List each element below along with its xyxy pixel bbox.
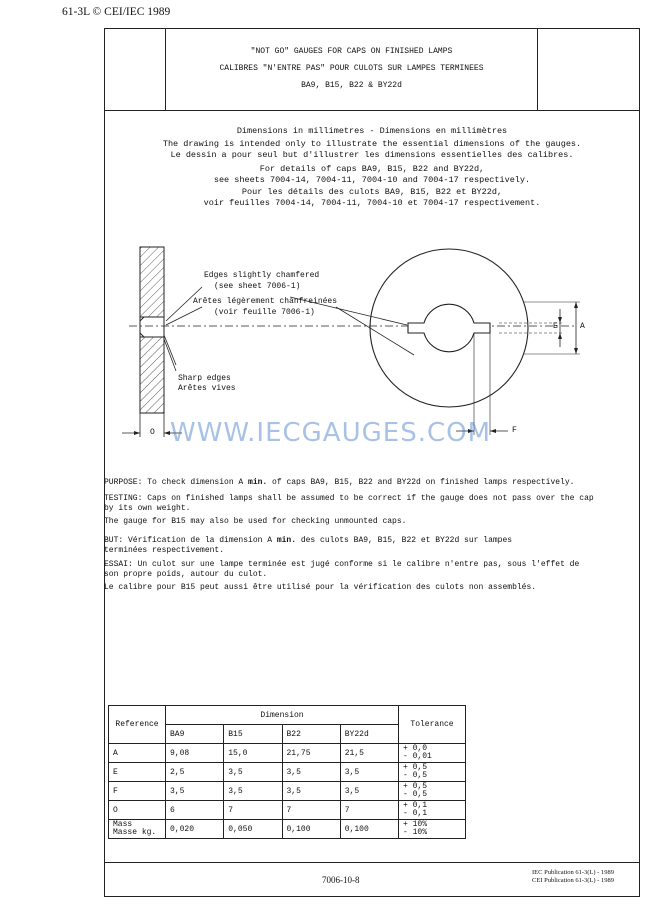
gauge-front-view: [370, 249, 528, 407]
edges-chamfered-label: Edges slightly chamfered: [204, 271, 320, 280]
table-cell: 3,5: [166, 782, 224, 801]
table-cell: 3,5: [224, 763, 282, 782]
table-row-a: [109, 744, 466, 763]
tolerance-cell: [399, 782, 466, 801]
footer-divider: [104, 862, 640, 863]
b15-note-fr: Le calibre pour B15 peut aussi être utilisé pour la vérification des culots non assemblés.: [104, 583, 537, 592]
table-cell: 7: [340, 801, 398, 820]
header-dimension: Dimension: [166, 706, 399, 725]
title-line-3: BA9, B15, B22 & BY22d: [301, 81, 402, 90]
table-cell: 7: [282, 801, 340, 820]
table-cell: 0,050: [224, 820, 282, 839]
table-cell: 3,5: [224, 782, 282, 801]
table-cell: 21,75: [282, 744, 340, 763]
row-ref: F: [109, 782, 166, 801]
caps-details-fr-2: voir feuilles 7004-14, 7004-11, 7004-10 et 7004-17 respectivement.: [203, 198, 541, 208]
dimensions-note: Dimensions in millimetres - Dimensions en millimètres: [236, 126, 508, 136]
tolerance-plus: + 0,5: [403, 782, 428, 791]
tolerance-minus: - 0,5: [403, 771, 428, 780]
caps-details-en-2: see sheets 7004-14, 7004-11, 7004-10 and 7004-17 respectively.: [213, 175, 531, 185]
table-cell: 3,5: [340, 763, 398, 782]
table-cell: 3,5: [340, 782, 398, 801]
b15-note: The gauge for B15 may also be used for checking unmounted caps.: [104, 517, 407, 526]
gauge-side-view: [140, 247, 164, 413]
testing-text: TESTING: Caps on finished lamps shall be assumed to be correct if the gauge does not pass over the cap by its own weight.: [104, 494, 594, 513]
tolerance-cell: [399, 801, 466, 820]
title-line-1: "NOT GO" GAUGES FOR CAPS ON FINISHED LAMPS: [250, 47, 453, 56]
table-row-o: [109, 801, 466, 820]
lower-section-hatched: [140, 337, 164, 413]
tolerance-minus: - 0,5: [403, 790, 428, 799]
table-cell: 0,100: [282, 820, 340, 839]
but-text: BUT: Vérification de la dimension A min. des culots BA9, B15, B22 et BY22d sur lampes terminées respectivement.: [104, 536, 513, 555]
tolerance-cell: [399, 763, 466, 782]
tolerance-minus: - 0,1: [403, 809, 428, 818]
watermark: WWW.IECGAUGES.COM: [170, 418, 492, 448]
table-row-e: [109, 763, 466, 782]
caps-details-en-1: For details of caps BA9, B15, B22 and BY22d,: [259, 164, 485, 174]
header-reference: Reference: [109, 706, 166, 744]
purpose-text: PURPOSE: To check dimension A min. of caps BA9, B15, B22 and BY22d on finished lamps respectively.: [104, 478, 575, 487]
tolerance-plus: + 0,5: [403, 763, 428, 772]
mass-label-fr: Masse: [113, 828, 138, 837]
header-tolerance: Tolerance: [399, 706, 466, 744]
dim-label-o: O: [150, 428, 155, 437]
edges-chamfered-ref: (see sheet 7006-1): [214, 282, 301, 291]
table-cell: 3,5: [282, 763, 340, 782]
tolerance-cell: [399, 744, 466, 763]
row-ref: O: [109, 801, 166, 820]
dim-label-e: E: [553, 322, 558, 331]
gauge-drawing: [104, 225, 640, 450]
sharp-edges-label-fr: Arêtes vives: [178, 384, 236, 393]
title-right-divider: [537, 28, 538, 110]
publication-en: IEC Publication 61-3(L) - 1989: [532, 869, 614, 876]
tolerance-cell: [399, 820, 466, 839]
dim-label-f: F: [512, 426, 517, 435]
header-cap-by22d: BY22d: [340, 725, 398, 744]
edges-chamfered-ref-fr: (voir feuille 7006-1): [214, 308, 315, 317]
table-cell: 15,0: [224, 744, 282, 763]
table-cell: 6: [166, 801, 224, 820]
upper-section-hatched: [140, 247, 164, 317]
header-cap-ba9: BA9: [166, 725, 224, 744]
table-row-mass: [109, 820, 466, 839]
sheet-number: 7006-10-8: [322, 875, 360, 885]
table-cell: 2,5: [166, 763, 224, 782]
sharp-edges-label: Sharp edges: [178, 374, 231, 383]
row-ref: A: [109, 744, 166, 763]
header-cap-b15: B15: [224, 725, 282, 744]
title-line-2: CALIBRES "N'ENTRE PAS" POUR CULOTS SUR LAMPES TERMINEES: [219, 64, 484, 73]
tolerance-plus: + 10%: [403, 820, 428, 829]
edges-chamfered-label-fr: Arêtes légèrement chanfreinées: [193, 297, 338, 306]
table-row-f: [109, 782, 466, 801]
table-cell: 9,08: [166, 744, 224, 763]
dim-label-a: A: [580, 322, 585, 331]
header-cap-b22: B22: [282, 725, 340, 744]
tolerance-minus: - 10%: [403, 828, 428, 837]
title-divider: [104, 110, 640, 111]
table-cell: 7: [224, 801, 282, 820]
table-cell: 0,020: [166, 820, 224, 839]
mass-label: Mass: [113, 820, 133, 829]
table-cell: 0,100: [340, 820, 398, 839]
tolerance-plus: + 0,0: [403, 744, 428, 753]
caps-details-fr-1: Pour les détails des culots BA9, B15, B22 et BY22d,: [241, 187, 503, 197]
table-cell: 21,5: [340, 744, 398, 763]
tolerance-minus: - 0,01: [403, 752, 432, 761]
tolerance-plus: + 0,1: [403, 801, 428, 810]
essai-text: ESSAI: Un culot sur une lampe terminée est jugé conforme si le calibre n'entre pas, sous l'effet de son propre poids, autour du culot.: [104, 560, 580, 579]
mass-unit: kg.: [141, 828, 157, 837]
bore-with-slots: [408, 304, 490, 352]
publication-fr: CEI Publication 61-3(L) - 1989: [532, 877, 614, 884]
row-ref: E: [109, 763, 166, 782]
table-cell: 3,5: [282, 782, 340, 801]
intro-fr: Le dessin a pour seul but d'illustrer les dimensions essentielles des calibres.: [170, 150, 574, 160]
row-ref-mass: [109, 820, 166, 839]
page-header: 61-3L © CEI/IEC 1989: [62, 6, 171, 18]
dimensions-table: [108, 705, 466, 839]
intro-en: The drawing is intended only to illustrate the essential dimensions of the gauges.: [162, 139, 582, 149]
